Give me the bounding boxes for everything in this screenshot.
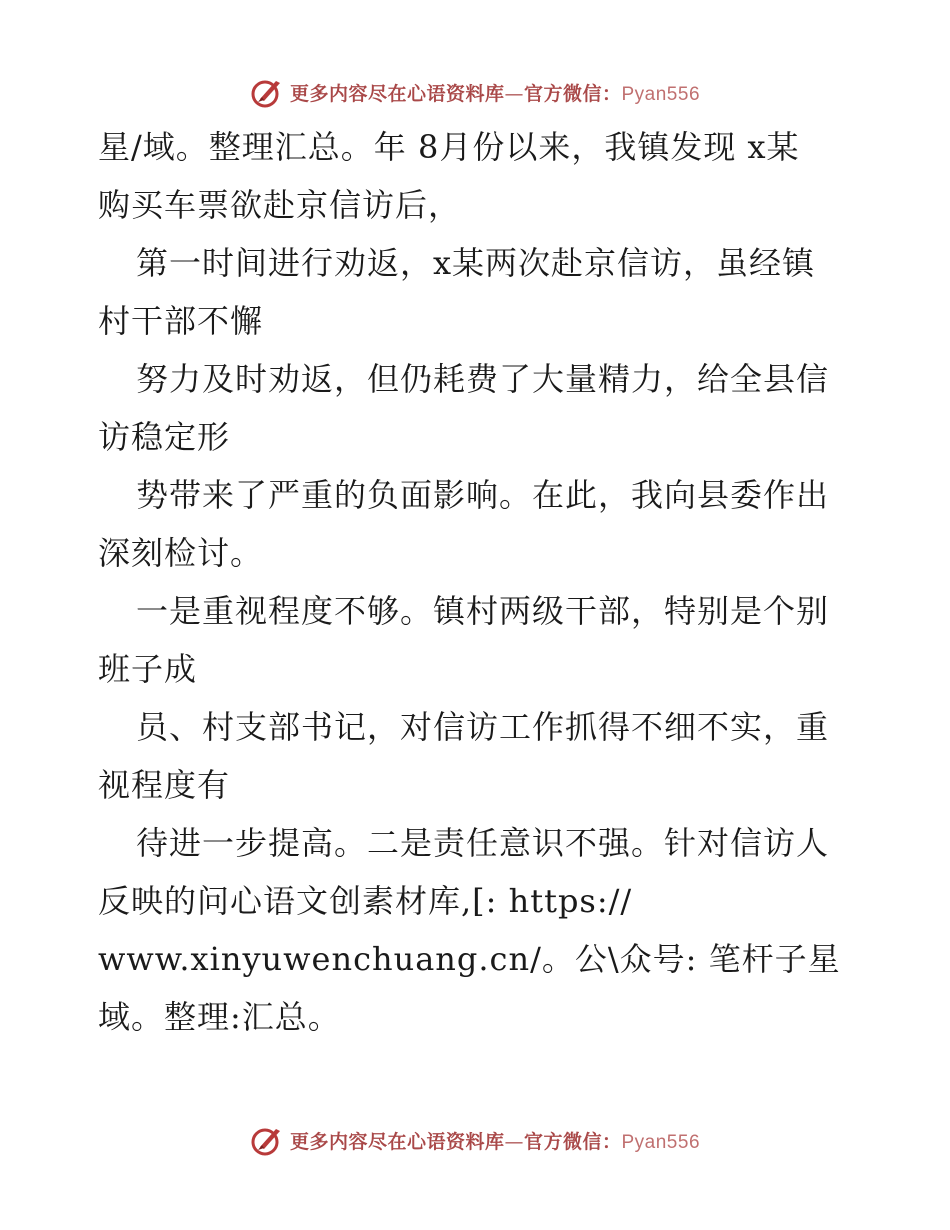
body-line-10: 班子成 xyxy=(98,650,198,688)
quill-pen-logo-icon xyxy=(250,1123,284,1157)
body-line-15: www.xinyuwenchuang.cn/。公\众号: 笔杆子星 xyxy=(98,940,841,978)
body-line-7: 势带来了严重的负面影响。在此，我向县委作出 xyxy=(136,476,830,514)
body-line-4: 村干部不懈 xyxy=(98,302,264,340)
body-line-13: 待进一步提高。二是责任意识不强。针对信访人 xyxy=(136,824,830,862)
header-banner xyxy=(0,72,950,112)
body-line-16: 域。整理:汇总。 xyxy=(98,998,341,1036)
body-line-5: 努力及时劝返，但仍耗费了大量精力，给全县信 xyxy=(136,360,830,398)
body-line-6: 访稳定形 xyxy=(98,418,231,456)
footer-banner-wechat-label: 官方微信： xyxy=(523,1130,622,1153)
body-line-8: 深刻检讨。 xyxy=(98,534,264,572)
header-banner-dash: — xyxy=(504,82,524,105)
footer-banner-text xyxy=(290,1127,700,1154)
body-line-12: 视程度有 xyxy=(98,766,231,804)
body-line-11: 员、村支部书记，对信访工作抓得不细不实，重 xyxy=(136,708,830,746)
header-banner-text xyxy=(290,79,700,106)
header-banner-wechat-id: Pyan556 xyxy=(621,83,701,105)
body-line-3: 第一时间进行劝返，x某两次赴京信访，虽经镇 xyxy=(136,244,816,282)
body-line-14: 反映的问心语文创素材库,[: https:// xyxy=(98,882,633,920)
footer-banner-dash: — xyxy=(504,1130,524,1153)
footer-banner xyxy=(0,1120,950,1160)
header-banner-wechat-label: 官方微信： xyxy=(523,82,622,105)
body-line-1: 星/域。整理汇总。年 8月份以来，我镇发现 x某 xyxy=(98,128,800,166)
quill-pen-logo-icon xyxy=(250,75,284,109)
document-body xyxy=(98,118,858,1046)
body-line-9: 一是重视程度不够。镇村两级干部，特别是个别 xyxy=(136,592,830,630)
footer-banner-wechat-id: Pyan556 xyxy=(621,1131,701,1153)
header-banner-title: 更多内容尽在心语资料库 xyxy=(289,82,505,105)
body-line-2: 购买车票欲赴京信访后， xyxy=(98,186,462,224)
footer-banner-title: 更多内容尽在心语资料库 xyxy=(289,1130,505,1153)
